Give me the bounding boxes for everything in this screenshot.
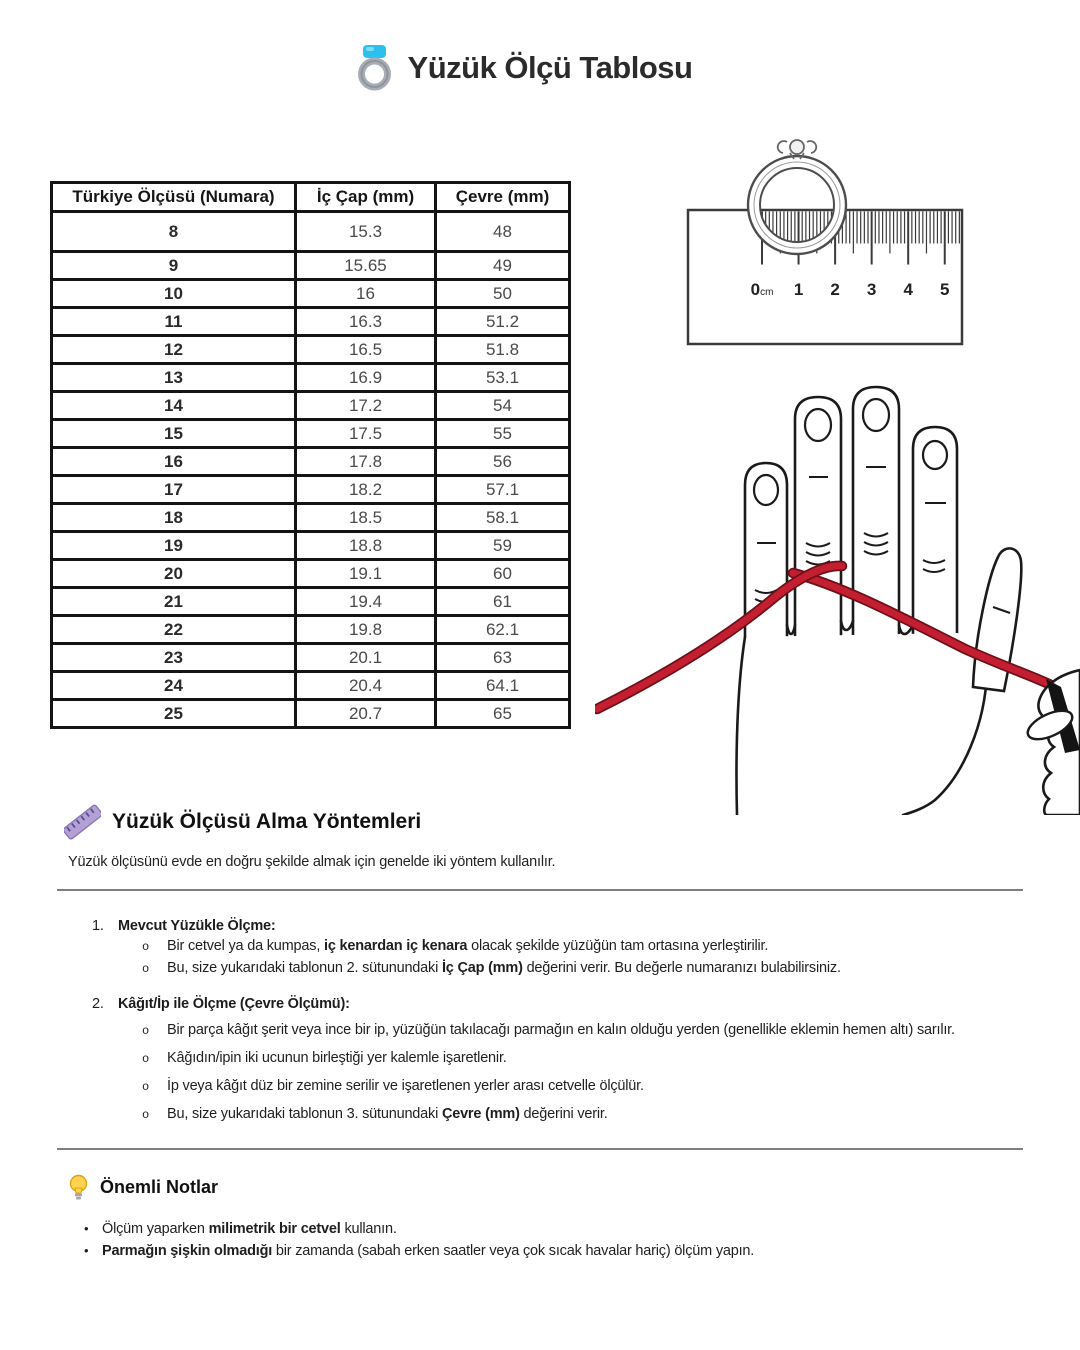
bullet-marker: • xyxy=(84,1221,89,1236)
divider xyxy=(57,889,1023,891)
list-number: 1. xyxy=(92,918,104,934)
table-row xyxy=(52,532,570,560)
text-segment: Parmağın şişkin olmadığı xyxy=(102,1243,273,1259)
table-cell: 19 xyxy=(52,532,296,560)
page-title-bar xyxy=(0,44,1064,91)
table-cell: 9 xyxy=(52,252,296,280)
ring-icon xyxy=(356,44,393,91)
table-cell: 65 xyxy=(436,700,570,728)
table-row xyxy=(52,336,570,364)
method-item-title xyxy=(0,994,1080,1014)
table-row xyxy=(52,588,570,616)
table-cell: 16.3 xyxy=(296,308,436,336)
text-segment: değerini verir. Bu değerle numaranızı bulabilirsiniz. xyxy=(522,960,841,976)
table-row xyxy=(52,700,570,728)
table-row xyxy=(52,252,570,280)
table-cell: 17.2 xyxy=(296,392,436,420)
text-segment: kullanın. xyxy=(340,1221,397,1237)
bullet-marker: o xyxy=(142,1108,150,1122)
table-cell: 14 xyxy=(52,392,296,420)
table-cell: 63 xyxy=(436,644,570,672)
table-cell: 56 xyxy=(436,448,570,476)
notes-list xyxy=(0,1212,1080,1262)
method-item-title-text: Kâğıt/İp ile Ölçme (Çevre Ölçümü): xyxy=(118,996,350,1012)
bullet-marker: o xyxy=(142,1052,150,1066)
table-cell: 19.8 xyxy=(296,616,436,644)
table-cell: 24 xyxy=(52,672,296,700)
table-header-cell: İç Çap (mm) xyxy=(296,183,436,212)
methods-heading xyxy=(64,804,421,840)
table-cell: 23 xyxy=(52,644,296,672)
table-cell: 62.1 xyxy=(436,616,570,644)
table-row xyxy=(52,212,570,252)
table-cell: 61 xyxy=(436,588,570,616)
table-cell: 48 xyxy=(436,212,570,252)
table-cell: 16.5 xyxy=(296,336,436,364)
table-cell: 20.4 xyxy=(296,672,436,700)
table-cell: 59 xyxy=(436,532,570,560)
method-item-title xyxy=(0,916,1080,936)
method-bullet xyxy=(0,936,1080,958)
table-row xyxy=(52,392,570,420)
text-segment: Ölçüm yaparken xyxy=(102,1221,209,1237)
bullet-marker: o xyxy=(142,1024,150,1038)
method-bullet xyxy=(0,1104,1080,1126)
table-cell: 18.2 xyxy=(296,476,436,504)
bullet-marker: o xyxy=(142,1080,150,1094)
text-segment: değerini verir. xyxy=(519,1106,608,1122)
ruler-icon xyxy=(64,804,101,840)
table-cell: 18.5 xyxy=(296,504,436,532)
notes-heading-text: Önemli Notlar xyxy=(100,1177,219,1197)
methods-intro: Yüzük ölçüsünü evde en doğru şekilde almak için genelde iki yöntem kullanılır. xyxy=(68,854,556,870)
table-cell: 8 xyxy=(52,212,296,252)
text-segment: İç Çap (mm) xyxy=(441,960,523,976)
table-cell: 16.9 xyxy=(296,364,436,392)
table-row xyxy=(52,560,570,588)
text-segment: Bu, size yukarıdaki tablonun 3. sütunundaki xyxy=(167,1106,442,1122)
page-title: Yüzük Ölçü Tablosu xyxy=(407,49,693,85)
table-row xyxy=(52,672,570,700)
table-cell: 16 xyxy=(296,280,436,308)
table-cell: 17.5 xyxy=(296,420,436,448)
text-segment: Kâğıdın/ipin iki ucunun birleştiği yer kalemle işaretlenir. xyxy=(167,1050,507,1066)
note-bullet xyxy=(0,1240,1080,1262)
table-row xyxy=(52,476,570,504)
table-cell: 18 xyxy=(52,504,296,532)
table-cell: 53.1 xyxy=(436,364,570,392)
method-bullet xyxy=(0,958,1080,980)
methods-heading-text: Yüzük Ölçüsü Alma Yöntemleri xyxy=(112,810,422,833)
text-segment: Bu, size yukarıdaki tablonun 2. sütunundaki xyxy=(167,960,442,976)
table-cell: 25 xyxy=(52,700,296,728)
pinching-hand xyxy=(1024,670,1080,815)
method-bullet xyxy=(0,1076,1080,1098)
table-row xyxy=(52,308,570,336)
table-row xyxy=(52,420,570,448)
text-segment: İp veya kâğıt düz bir zemine serilir ve işaretlenen yerler arası cetvelle ölçülür. xyxy=(167,1078,644,1094)
table-cell: 51.2 xyxy=(436,308,570,336)
table-cell: 17.8 xyxy=(296,448,436,476)
text-segment: bir zamanda (sabah erken saatler veya çok sıcak havalar hariç) ölçüm yapın. xyxy=(272,1243,755,1259)
table-cell: 60 xyxy=(436,560,570,588)
table-cell: 13 xyxy=(52,364,296,392)
table-cell: 55 xyxy=(436,420,570,448)
table-cell: 15.65 xyxy=(296,252,436,280)
bullet-marker: • xyxy=(84,1243,89,1258)
table-header-cell: Çevre (mm) xyxy=(436,183,570,212)
table-cell: 18.8 xyxy=(296,532,436,560)
table-cell: 19.4 xyxy=(296,588,436,616)
list-number: 2. xyxy=(92,996,104,1012)
table-row xyxy=(52,616,570,644)
table-cell: 58.1 xyxy=(436,504,570,532)
text-segment: milimetrik bir cetvel xyxy=(208,1221,341,1237)
notes-heading xyxy=(68,1174,218,1201)
text-segment: iç kenardan iç kenara xyxy=(324,938,468,954)
methods-list xyxy=(0,916,1080,1126)
table-cell: 19.1 xyxy=(296,560,436,588)
table-cell: 22 xyxy=(52,616,296,644)
bullet-marker: o xyxy=(142,962,150,976)
table-cell: 20.7 xyxy=(296,700,436,728)
svg-text:1: 1 xyxy=(793,280,804,299)
text-segment: Bir parça kâğıt şerit veya ince bir ip, yüzüğün takılacağı parmağın en kalın olduğu yerden (genellikle eklemin hemen altı) sarılır. xyxy=(167,1022,955,1038)
divider xyxy=(57,1148,1023,1150)
method-item-title-text: Mevcut Yüzükle Ölçme: xyxy=(118,918,276,934)
text-segment: olacak şekilde yüzüğün tam ortasına yerleştirilir. xyxy=(467,938,769,954)
size-table-body xyxy=(52,212,570,728)
table-cell: 57.1 xyxy=(436,476,570,504)
table-cell: 20 xyxy=(52,560,296,588)
svg-text:0cm: 0cm xyxy=(750,280,774,299)
bullet-marker: o xyxy=(142,940,150,954)
note-bullet xyxy=(0,1218,1080,1240)
table-cell: 15 xyxy=(52,420,296,448)
lightbulb-icon xyxy=(68,1174,89,1201)
table-cell: 17 xyxy=(52,476,296,504)
ring-on-ruler-figure xyxy=(680,128,970,353)
table-cell: 10 xyxy=(52,280,296,308)
table-cell: 15.3 xyxy=(296,212,436,252)
table-cell: 16 xyxy=(52,448,296,476)
text-segment: Çevre (mm) xyxy=(441,1106,520,1122)
table-cell: 50 xyxy=(436,280,570,308)
table-cell: 12 xyxy=(52,336,296,364)
table-row xyxy=(52,364,570,392)
table-cell: 11 xyxy=(52,308,296,336)
table-row xyxy=(52,448,570,476)
table-cell: 64.1 xyxy=(436,672,570,700)
table-header-cell: Türkiye Ölçüsü (Numara) xyxy=(52,183,296,212)
svg-text:3: 3 xyxy=(866,280,877,299)
text-segment: Bir cetvel ya da kumpas, xyxy=(167,938,324,954)
svg-text:4: 4 xyxy=(903,280,913,299)
hand-string-figure xyxy=(595,375,1080,815)
table-cell: 21 xyxy=(52,588,296,616)
table-cell: 54 xyxy=(436,392,570,420)
table-cell: 51.8 xyxy=(436,336,570,364)
table-row xyxy=(52,504,570,532)
method-item xyxy=(0,994,1080,1126)
table-cell: 20.1 xyxy=(296,644,436,672)
table-cell: 49 xyxy=(436,252,570,280)
svg-text:2: 2 xyxy=(830,280,840,299)
ring-size-table xyxy=(50,181,571,729)
svg-text:5: 5 xyxy=(940,280,950,299)
table-header-row xyxy=(52,183,570,212)
table-row xyxy=(52,280,570,308)
method-bullet xyxy=(0,1020,1080,1042)
method-item xyxy=(0,916,1080,980)
method-bullet xyxy=(0,1048,1080,1070)
table-row xyxy=(52,644,570,672)
